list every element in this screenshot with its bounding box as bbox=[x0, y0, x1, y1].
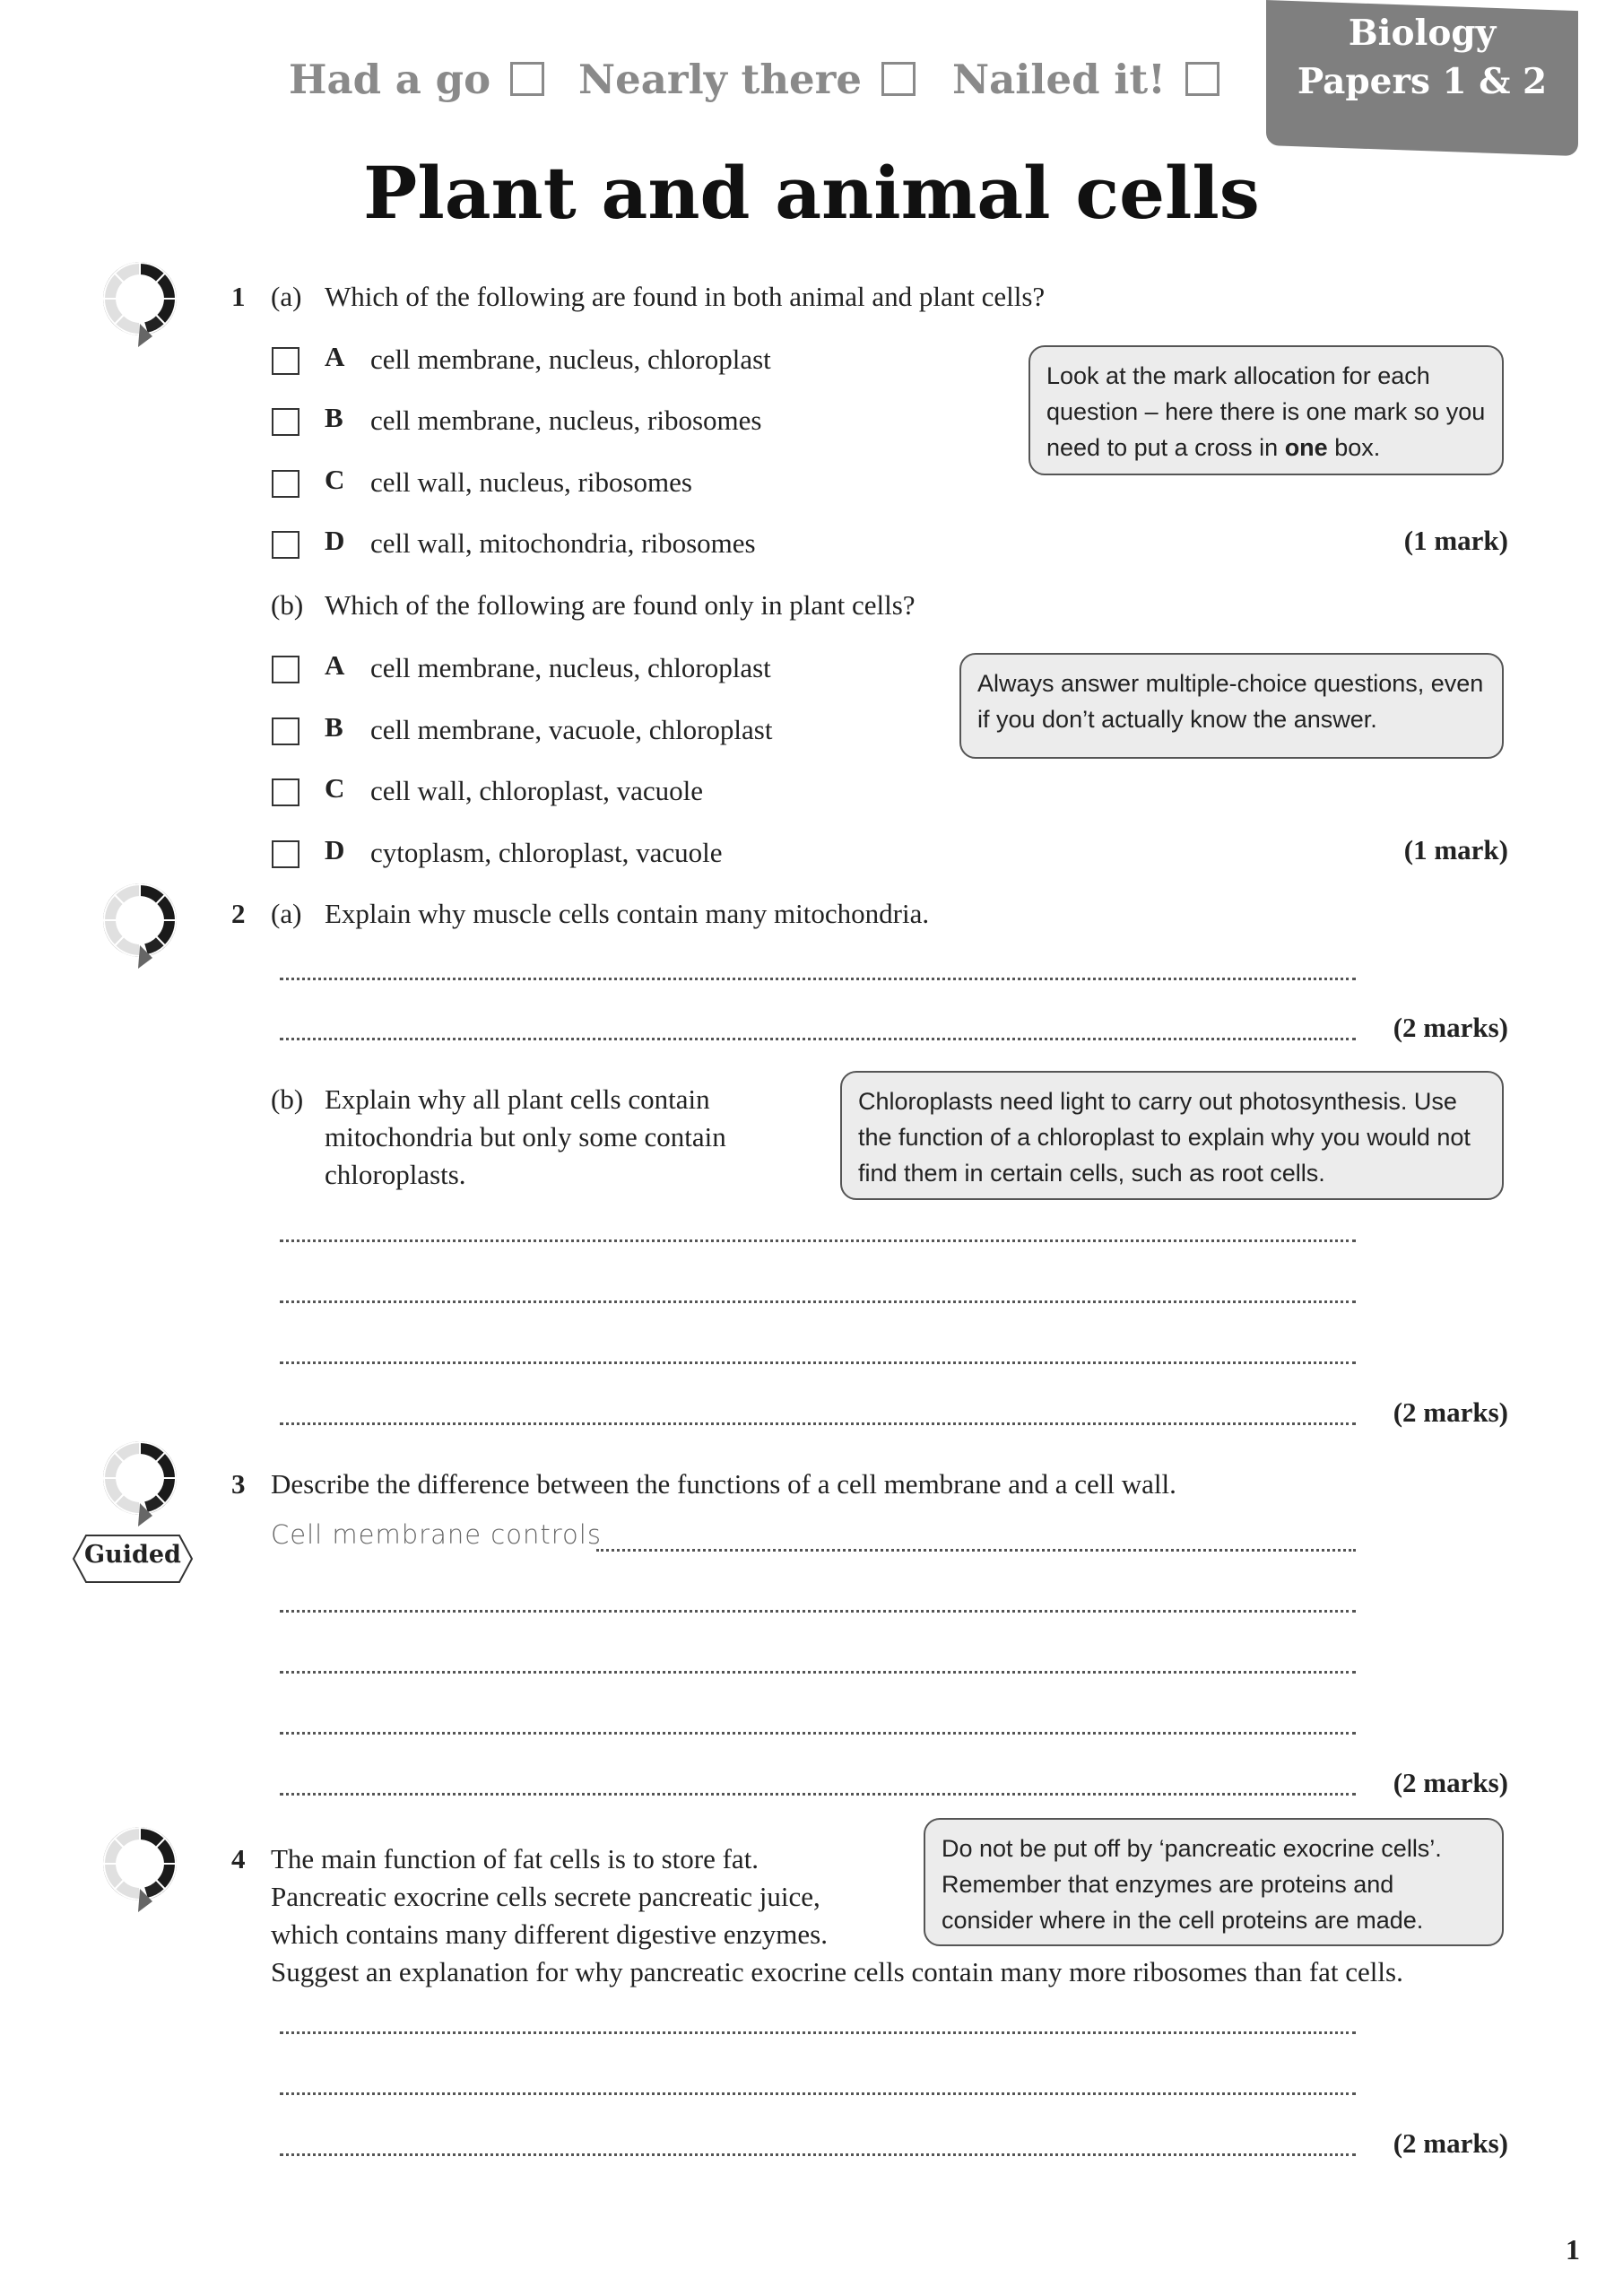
q1a-option-a-checkbox[interactable] bbox=[272, 347, 299, 375]
q1a-option-b-text: cell membrane, nucleus, ribosomes bbox=[370, 404, 762, 436]
q1b-label: (b) bbox=[271, 589, 304, 621]
q1b-option-a-checkbox[interactable] bbox=[272, 656, 299, 683]
hint-box: Do not be put off by ‘pancreatic exocrine cells’. Remember that enzymes are proteins and consider where in the cell proteins are made. bbox=[924, 1818, 1504, 1946]
status-label-had-a-go: Had a go bbox=[289, 55, 491, 103]
q1a-text: Which of the following are found in both animal and plant cells? bbox=[325, 281, 1046, 312]
q1b-option-d-text: cytoplasm, chloroplast, vacuole bbox=[370, 837, 723, 868]
q1a-label: (a) bbox=[271, 281, 302, 312]
q1b-option-a-text: cell membrane, nucleus, chloroplast bbox=[370, 652, 771, 683]
answer-line[interactable] bbox=[280, 1300, 1356, 1303]
hint-text: Look at the mark allocation for each question – here there is one mark so you need to put a cross in bbox=[1046, 362, 1486, 461]
q1b-option-c-letter: C bbox=[325, 772, 345, 804]
difficulty-icon bbox=[97, 1821, 183, 1914]
q2b-text-line: mitochondria but only some contain bbox=[325, 1121, 726, 1152]
q2b-text-line: chloroplasts. bbox=[325, 1159, 466, 1190]
difficulty-icon bbox=[97, 877, 183, 970]
difficulty-icon bbox=[97, 1435, 183, 1528]
answer-line[interactable] bbox=[280, 978, 1356, 980]
answer-line[interactable] bbox=[280, 1671, 1356, 1674]
q1a-option-b-letter: B bbox=[325, 402, 343, 433]
marks-label: (1 mark) bbox=[1403, 834, 1508, 865]
question-number: 4 bbox=[231, 1843, 246, 1874]
q4-stem-line: Pancreatic exocrine cells secrete pancreatic juice, bbox=[271, 1881, 820, 1912]
q2b-text bbox=[325, 1081, 726, 1194]
answer-line[interactable] bbox=[280, 1038, 1356, 1040]
answer-line[interactable] bbox=[280, 1793, 1356, 1796]
q3-text: Describe the difference between the functions of a cell membrane and a cell wall. bbox=[271, 1468, 1176, 1500]
answer-line[interactable] bbox=[280, 1610, 1356, 1613]
subject-tab-text bbox=[1266, 9, 1578, 106]
had-a-go-checkbox[interactable] bbox=[510, 62, 544, 96]
q4-question: Suggest an explanation for why pancreatic exocrine cells contain many more ribosomes than fat cells. bbox=[271, 1956, 1403, 1987]
q1b-option-c-checkbox[interactable] bbox=[272, 778, 299, 806]
answer-line[interactable] bbox=[280, 1732, 1356, 1735]
q1a-option-c-text: cell wall, nucleus, ribosomes bbox=[370, 466, 692, 498]
nailed-it-checkbox[interactable] bbox=[1185, 62, 1219, 96]
hint-box: Chloroplasts need light to carry out photosynthesis. Use the function of a chloroplast to explain why you would not find them in certain cells, such as root cells. bbox=[840, 1071, 1504, 1200]
status-had-a-go[interactable] bbox=[289, 52, 544, 106]
q1b-option-d-checkbox[interactable] bbox=[272, 840, 299, 868]
subject-tab-line1: Biology bbox=[1348, 13, 1497, 54]
status-label-nearly-there: Nearly there bbox=[578, 55, 863, 103]
page-title: Plant and animal cells bbox=[363, 151, 1260, 235]
answer-line[interactable] bbox=[280, 2153, 1356, 2156]
q1b-text: Which of the following are found only in plant cells? bbox=[325, 589, 916, 621]
q1b-option-a-letter: A bbox=[325, 649, 345, 681]
q1b-option-d-letter: D bbox=[325, 834, 345, 865]
status-label-nailed-it: Nailed it! bbox=[952, 55, 1166, 103]
guided-label: Guided bbox=[84, 1541, 181, 1569]
answer-line[interactable] bbox=[280, 1422, 1356, 1425]
q4-stem-line: which contains many different digestive enzymes. bbox=[271, 1918, 828, 1950]
marks-label: (2 marks) bbox=[1393, 1012, 1508, 1043]
difficulty-icon bbox=[97, 256, 183, 349]
answer-line[interactable] bbox=[280, 1361, 1356, 1364]
q1a-option-d-text: cell wall, mitochondria, ribosomes bbox=[370, 527, 756, 559]
question-number: 2 bbox=[231, 898, 246, 929]
q1a-option-c-letter: C bbox=[325, 464, 345, 495]
hint-box: Always answer multiple-choice questions, even if you don’t actually know the answer. bbox=[959, 653, 1504, 759]
marks-label: (1 mark) bbox=[1403, 525, 1508, 556]
q1b-option-c-text: cell wall, chloroplast, vacuole bbox=[370, 775, 704, 806]
status-nearly-there[interactable] bbox=[578, 52, 916, 106]
q1a-option-d-checkbox[interactable] bbox=[272, 531, 299, 559]
q1a-option-a-text: cell membrane, nucleus, chloroplast bbox=[370, 344, 771, 375]
q1b-option-b-text: cell membrane, vacuole, chloroplast bbox=[370, 714, 773, 745]
question-number: 1 bbox=[231, 281, 246, 312]
q2a-label: (a) bbox=[271, 898, 302, 929]
q4-stem-line: The main function of fat cells is to store fat. bbox=[271, 1843, 759, 1874]
q1a-option-a-letter: A bbox=[325, 341, 345, 372]
question-number: 3 bbox=[231, 1468, 246, 1500]
marks-label: (2 marks) bbox=[1393, 1396, 1508, 1428]
q1b-option-b-checkbox[interactable] bbox=[272, 718, 299, 745]
hint-emphasis: one bbox=[1284, 434, 1328, 461]
q1a-option-c-checkbox[interactable] bbox=[272, 470, 299, 498]
q2b-text-line: Explain why all plant cells contain bbox=[325, 1083, 710, 1115]
q2b-label: (b) bbox=[271, 1083, 304, 1115]
status-nailed-it[interactable] bbox=[952, 52, 1219, 106]
q1b-option-b-letter: B bbox=[325, 711, 343, 743]
page-number: 1 bbox=[1566, 2233, 1580, 2266]
marks-label: (2 marks) bbox=[1393, 1767, 1508, 1798]
nearly-there-checkbox[interactable] bbox=[881, 62, 916, 96]
q2a-text: Explain why muscle cells contain many mitochondria. bbox=[325, 898, 930, 929]
answer-line[interactable] bbox=[280, 2031, 1356, 2034]
answer-line[interactable] bbox=[596, 1549, 1356, 1552]
guided-starter-text: Cell membrane controls bbox=[271, 1519, 602, 1550]
subject-tab-line2: Papers 1 & 2 bbox=[1297, 61, 1548, 102]
marks-label: (2 marks) bbox=[1393, 2127, 1508, 2159]
answer-line[interactable] bbox=[280, 2092, 1356, 2095]
q1a-option-d-letter: D bbox=[325, 525, 345, 556]
hint-text-end: box. bbox=[1334, 434, 1381, 461]
answer-line[interactable] bbox=[280, 1239, 1356, 1242]
q1a-option-b-checkbox[interactable] bbox=[272, 408, 299, 436]
hint-box bbox=[1028, 345, 1504, 475]
